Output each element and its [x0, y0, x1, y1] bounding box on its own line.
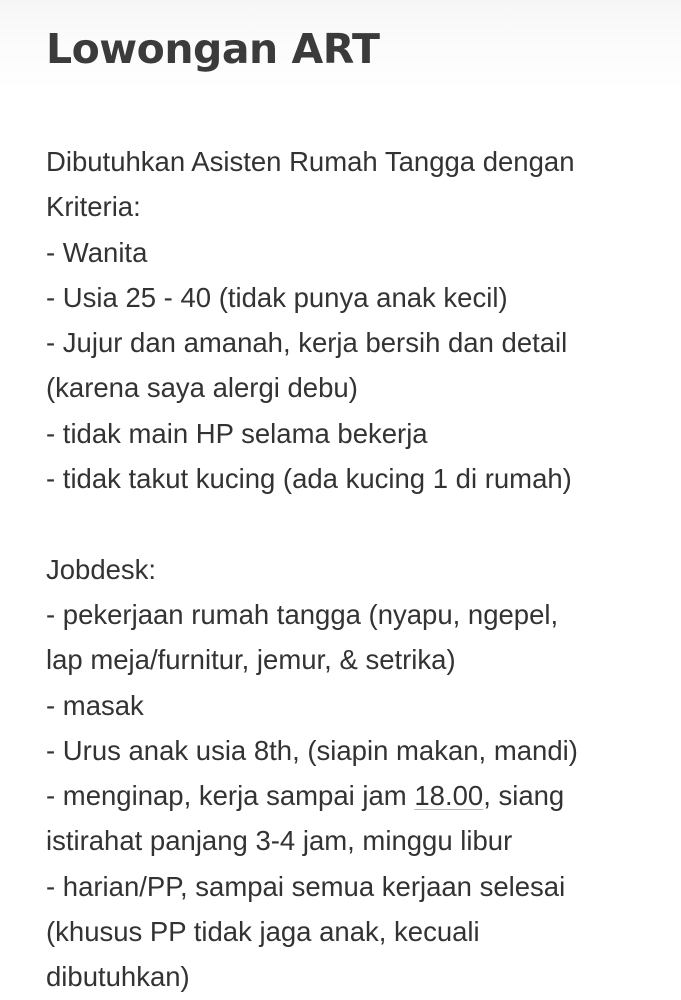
note-body — [46, 139, 671, 1000]
intro-line: Dibutuhkan Asisten Rumah Tangga dengan — [46, 146, 575, 177]
criteria-item: (karena saya alergi debu) — [46, 372, 358, 404]
jobdesk-item: dibutuhkan) — [46, 961, 190, 993]
jobdesk-item: - masak — [46, 689, 144, 721]
jobdesk-item-menginap — [46, 773, 671, 818]
criteria-item: - tidak main HP selama bekerja — [46, 417, 428, 449]
jobdesk-item: (khusus PP tidak jaga anak, kecuali — [46, 916, 480, 948]
page-title: Lowongan ART — [46, 25, 380, 73]
jobdesk-heading: Jobdesk: — [46, 553, 157, 585]
jobdesk-item: - harian/PP, sampai semua kerjaan selesai — [46, 870, 566, 902]
jobdesk-item: lap meja/furnitur, jemur, & setrika) — [46, 644, 456, 676]
jobdesk-item: - Urus anak usia 8th, (siapin makan, mandi) — [46, 734, 578, 766]
jobdesk-item: istirahat panjang 3-4 jam, minggu libur — [46, 825, 513, 857]
jobdesk-item: - pekerjaan rumah tangga (nyapu, ngepel, — [46, 598, 559, 630]
criteria-item: - Wanita — [46, 236, 148, 268]
note-document — [46, 22, 671, 1000]
criteria-item: - Usia 25 - 40 (tidak punya anak kecil) — [46, 281, 508, 313]
criteria-item: - tidak takut kucing (ada kucing 1 di rumah) — [46, 463, 572, 495]
menginap-text-after: , siang — [483, 780, 565, 812]
menginap-text-before: - menginap, kerja sampai jam — [46, 780, 415, 812]
blank-line — [46, 501, 671, 546]
intro-line: Kriteria: — [46, 191, 141, 223]
time-link[interactable]: 18.00 — [414, 780, 484, 812]
criteria-item: - Jujur dan amanah, kerja bersih dan detail — [46, 327, 568, 359]
